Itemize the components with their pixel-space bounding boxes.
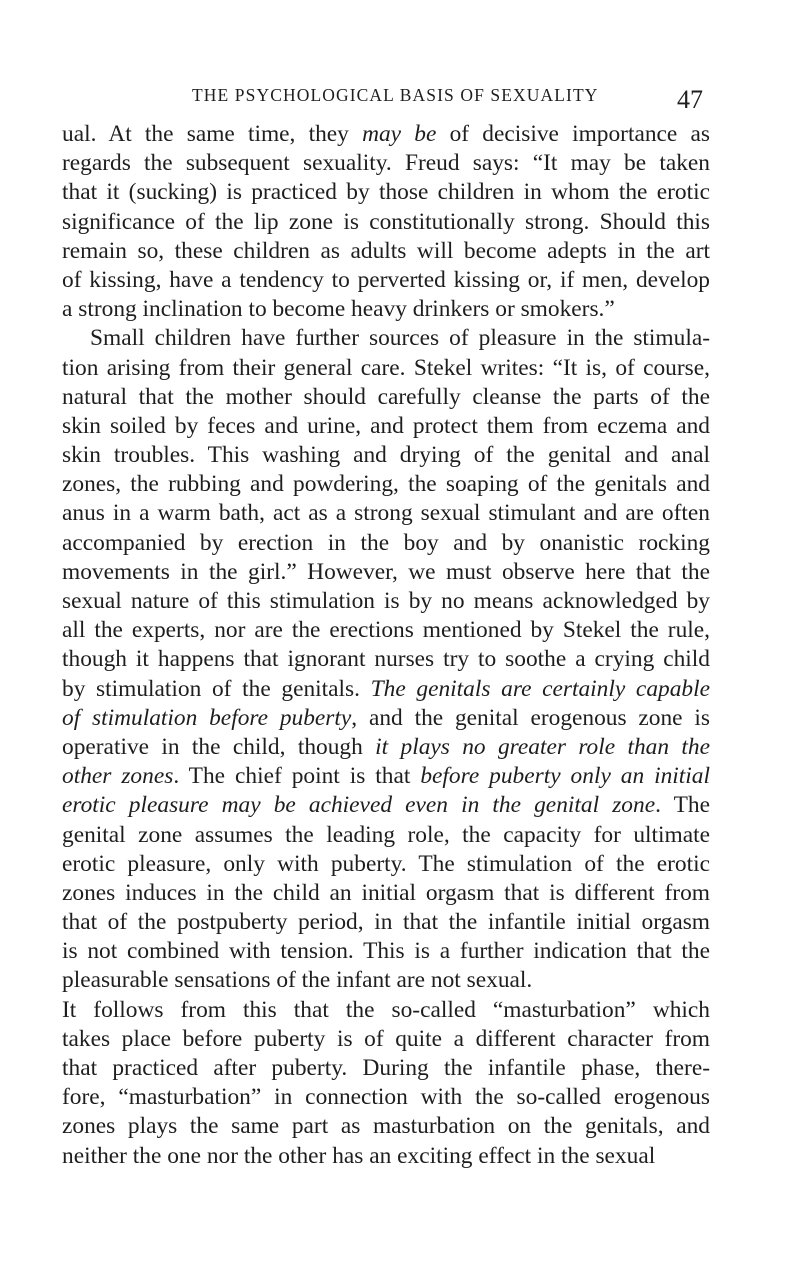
text-run: remain so, these children as adults will become adepts in the art — [62, 237, 710, 264]
text-line — [62, 295, 710, 324]
text-line — [62, 470, 710, 499]
text-line — [62, 558, 710, 587]
text-line — [62, 587, 710, 616]
text-run: skin troubles. This washing and drying of the genital and anal — [62, 442, 710, 469]
text-line — [62, 645, 710, 674]
text-run: skin soiled by feces and urine, and protect them from eczema and — [62, 412, 710, 439]
italic-text: other zones — [62, 763, 174, 790]
text-run: anus in a warm bath, act as a strong sexual stimulant and are often — [62, 500, 710, 527]
text-run: pleasurable sensations of the infant are not sexual. — [62, 967, 533, 994]
text-line — [62, 821, 710, 850]
text-run: a strong inclination to become heavy drinkers or smokers.” — [62, 296, 615, 323]
text-line — [62, 1025, 710, 1054]
text-run: all the experts, nor are the erections mentioned by Stekel the rule, — [62, 617, 710, 644]
body-text — [62, 120, 710, 1171]
text-line — [62, 1083, 710, 1112]
text-line — [62, 733, 710, 762]
text-line — [62, 383, 710, 412]
text-run: tion arising from their general care. Stekel writes: “It is, of course, — [62, 354, 710, 381]
text-line — [62, 616, 710, 645]
text-run: , and the genital erogenous zone is — [351, 704, 710, 731]
text-run: operative in the child, though — [62, 733, 376, 760]
text-line — [62, 762, 710, 791]
italic-text: it plays no greater role than the — [375, 733, 710, 760]
italic-text: may be — [362, 121, 437, 147]
italic-text: The genitals are certainly capable — [370, 675, 710, 702]
text-line — [62, 499, 710, 528]
text-run: movements in the girl.” However, we must observe here that the — [62, 558, 710, 585]
text-line — [62, 937, 710, 966]
text-run: is not combined with tension. This is a further indication that the — [62, 938, 710, 965]
text-line — [62, 412, 710, 441]
text-run: that practiced after puberty. During the infantile phase, there- — [62, 1055, 710, 1081]
text-run: of decisive importance as — [436, 121, 710, 147]
italic-text: of stimulation before puberty — [62, 704, 352, 731]
text-run: of kissing, have a tendency to perverted kissing or, if men, develop — [62, 266, 710, 293]
text-run: . The — [655, 792, 710, 819]
text-line — [62, 529, 710, 558]
text-line — [62, 208, 710, 237]
text-run: significance of the lip zone is constitutionally strong. Should this — [62, 208, 710, 235]
text-line — [62, 1054, 710, 1083]
running-header-title: THE PSYCHOLOGICAL BASIS OF SEXUALITY — [192, 85, 599, 105]
text-line — [62, 996, 710, 1025]
text-run: fore, “masturbation” in connection with the so-called erogenous — [62, 1084, 710, 1111]
text-run: It follows from this that the so-called “masturbation” which — [62, 996, 710, 1023]
text-run: erotic pleasure, only with puberty. The stimulation of the erotic — [62, 850, 710, 877]
italic-text: erotic pleasure may be achieved even in the genital zone — [62, 792, 656, 819]
italic-text: before puberty only an initial — [420, 763, 710, 790]
text-line — [62, 237, 710, 266]
text-line — [62, 704, 710, 733]
text-line — [62, 966, 710, 995]
text-run: . The chief point is that — [173, 763, 421, 790]
text-line — [62, 324, 710, 353]
text-run: zones, the rubbing and powdering, the soaping of the genitals and — [62, 471, 710, 498]
text-run: by stimulation of the genitals. — [62, 675, 371, 702]
text-line — [62, 1142, 710, 1171]
text-run: though it happens that ignorant nurses try to soothe a crying child — [62, 646, 710, 673]
text-line — [62, 120, 710, 149]
text-run: natural that the mother should carefully cleanse the parts of the — [62, 383, 710, 410]
text-line — [62, 441, 710, 470]
text-run: zones induces in the child an initial orgasm that is different from — [62, 879, 710, 906]
text-line — [62, 354, 710, 383]
text-line — [62, 266, 710, 295]
page-number: 47 — [677, 85, 703, 114]
text-run: that of the postpuberty period, in that the infantile initial orgasm — [62, 909, 710, 936]
text-run: ual. At the same time, they — [62, 121, 363, 147]
text-line — [62, 850, 710, 879]
text-line — [62, 908, 710, 937]
running-header — [0, 84, 800, 116]
text-run: genital zone assumes the leading role, the capacity for ultimate — [62, 821, 710, 848]
text-run: Small children have further sources of pleasure in the stimula- — [90, 325, 710, 352]
text-line — [62, 675, 710, 704]
text-run: sexual nature of this stimulation is by no means acknowledged by — [62, 588, 710, 614]
text-line — [62, 879, 710, 908]
text-run: that it (sucking) is practiced by those children in whom the erotic — [62, 179, 710, 206]
text-run: takes place before puberty is of quite a different character from — [62, 1025, 710, 1052]
text-line — [62, 1112, 710, 1141]
text-run: accompanied by erection in the boy and by onanistic rocking — [62, 529, 710, 556]
text-line — [62, 791, 710, 820]
text-run: neither the one nor the other has an exciting effect in the sexual — [62, 1142, 656, 1169]
text-run: regards the subsequent sexuality. Freud says: “It may be taken — [62, 150, 710, 177]
text-line — [62, 178, 710, 207]
text-line — [62, 149, 710, 178]
text-run: zones plays the same part as masturbation on the genitals, and — [62, 1113, 710, 1140]
